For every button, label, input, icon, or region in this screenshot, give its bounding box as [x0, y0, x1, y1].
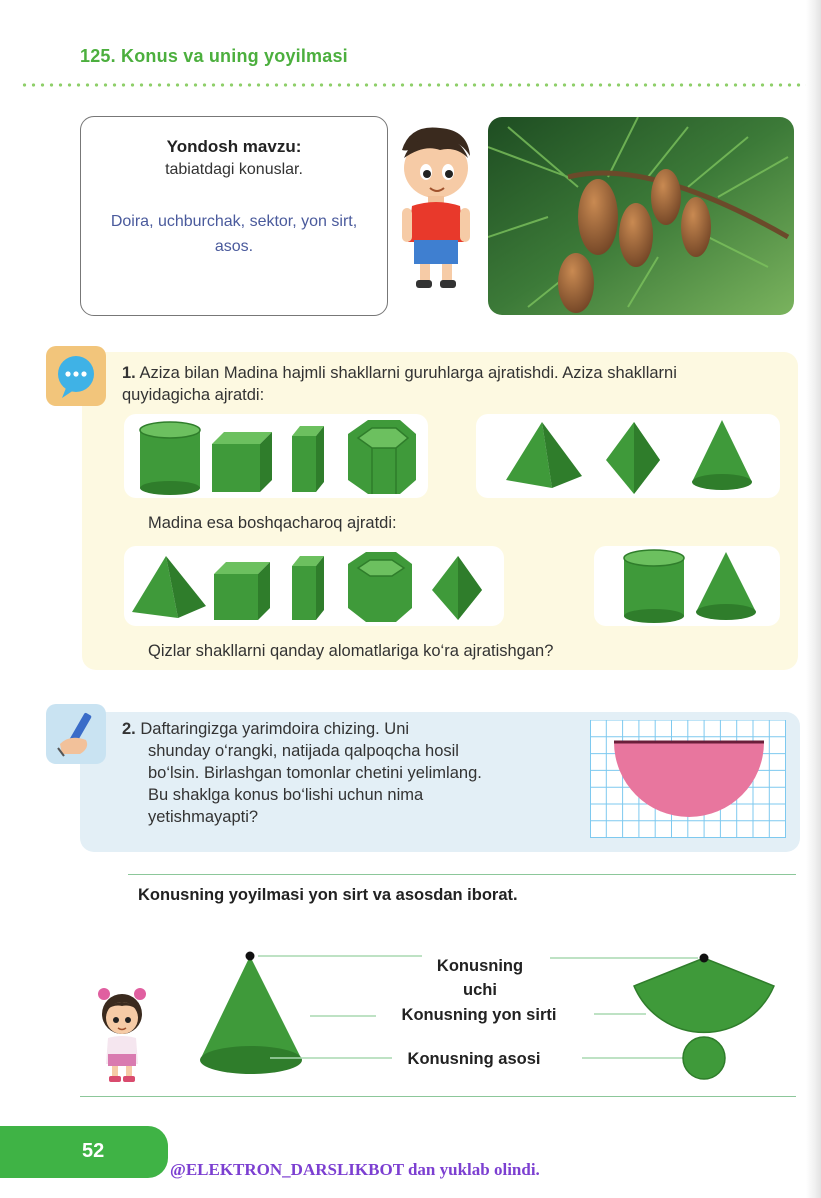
pyramid-shape [132, 556, 206, 618]
cylinder-shape [624, 550, 684, 623]
task2-line: Daftaringizga yarimdoira chizing. Uni [140, 720, 410, 738]
topic-terms: Doira, uchburchak, sektor, yon sirt, asos. [110, 213, 358, 255]
cylinder-shape [140, 422, 200, 495]
topic-subject: tabiatdagi konuslar. [165, 161, 303, 178]
task1-text [122, 362, 762, 406]
task1-badge [46, 346, 106, 406]
page-title: 125. Konus va uning yoyilmasi [80, 46, 348, 66]
cone-shape [696, 552, 756, 620]
madina-text: Madina esa boshqacharoq ajratdi: [148, 514, 397, 532]
task2-line: Bu shaklga konus bo‘lishi uchun nima [148, 786, 424, 804]
apex-label-line2: uchi [463, 981, 497, 999]
definition-text: Konusning yoyilmasi yon sirt va asosdan iborat. [138, 886, 518, 904]
madina-group-round [594, 546, 780, 626]
boy-illustration [390, 122, 480, 292]
download-credit: @ELEKTRON_DARSLIKBOT dan yuklab olindi. [170, 1160, 540, 1179]
net-apex-dot [700, 954, 709, 963]
net-sector [634, 958, 774, 1032]
pointed-shapes [476, 414, 780, 498]
task1-number: 1. [122, 364, 136, 382]
task1-question: Qizlar shakllarni qanday alomatlariga ko‘ra ajratishgan? [148, 642, 554, 660]
octahedron-shape [432, 556, 482, 620]
page-edge-shadow [806, 0, 821, 1198]
definition-rule-bottom [80, 1096, 796, 1097]
octahedron-shape [606, 422, 660, 494]
task2-line: yetishmayapti? [148, 808, 259, 826]
girl-illustration [94, 984, 150, 1084]
task2-line: bo‘lsin. Birlashgan tomonlar chetini yelimlang. [148, 764, 482, 782]
pine-cones-photo [488, 117, 794, 315]
task2-badge [46, 704, 106, 764]
cube-shape [212, 432, 272, 492]
base-label: Konusning asosi [407, 1050, 541, 1068]
net-base-circle [683, 1037, 725, 1079]
aziza-group-prisms [124, 414, 428, 498]
cuboid-shape [292, 556, 324, 620]
aziza-group-pointed [476, 414, 780, 498]
polyhedra-shapes [124, 546, 504, 626]
pyramid-shape [506, 422, 582, 488]
cube-shape [214, 562, 270, 620]
hexagonal-prism-shape [348, 552, 412, 622]
page-number: 52 [82, 1140, 105, 1162]
pencil-hand-icon [46, 704, 106, 764]
cone-shape [692, 420, 752, 490]
dotted-divider [20, 82, 810, 88]
cone-net-diagram [630, 950, 780, 1082]
definition-rule-top [128, 874, 796, 875]
task2-number: 2. [122, 720, 136, 738]
task2-text [122, 718, 582, 828]
task1-prompt: Aziza bilan Madina hajmli shakllarni guruhlarga ajratishdi. Aziza shakllarni quyidagicha ajratdi: [122, 364, 677, 404]
hexagonal-prism-shape [348, 420, 416, 494]
topic-heading: Yondosh mavzu: [166, 137, 302, 156]
cuboid-shape [292, 426, 324, 492]
prism-shapes [124, 414, 428, 498]
apex-label-line1: Konusning [436, 957, 524, 975]
lateral-label: Konusning yon sirti [401, 1006, 557, 1024]
round-shapes [594, 546, 780, 626]
apex-label [400, 954, 560, 1002]
topic-box [80, 116, 388, 316]
task2-line: shunday o‘rangki, natijada qalpoqcha hosil [148, 742, 459, 760]
semicircle-grid [590, 720, 786, 838]
madina-group-polyhedra [124, 546, 504, 626]
chat-bubble-icon [46, 346, 106, 406]
